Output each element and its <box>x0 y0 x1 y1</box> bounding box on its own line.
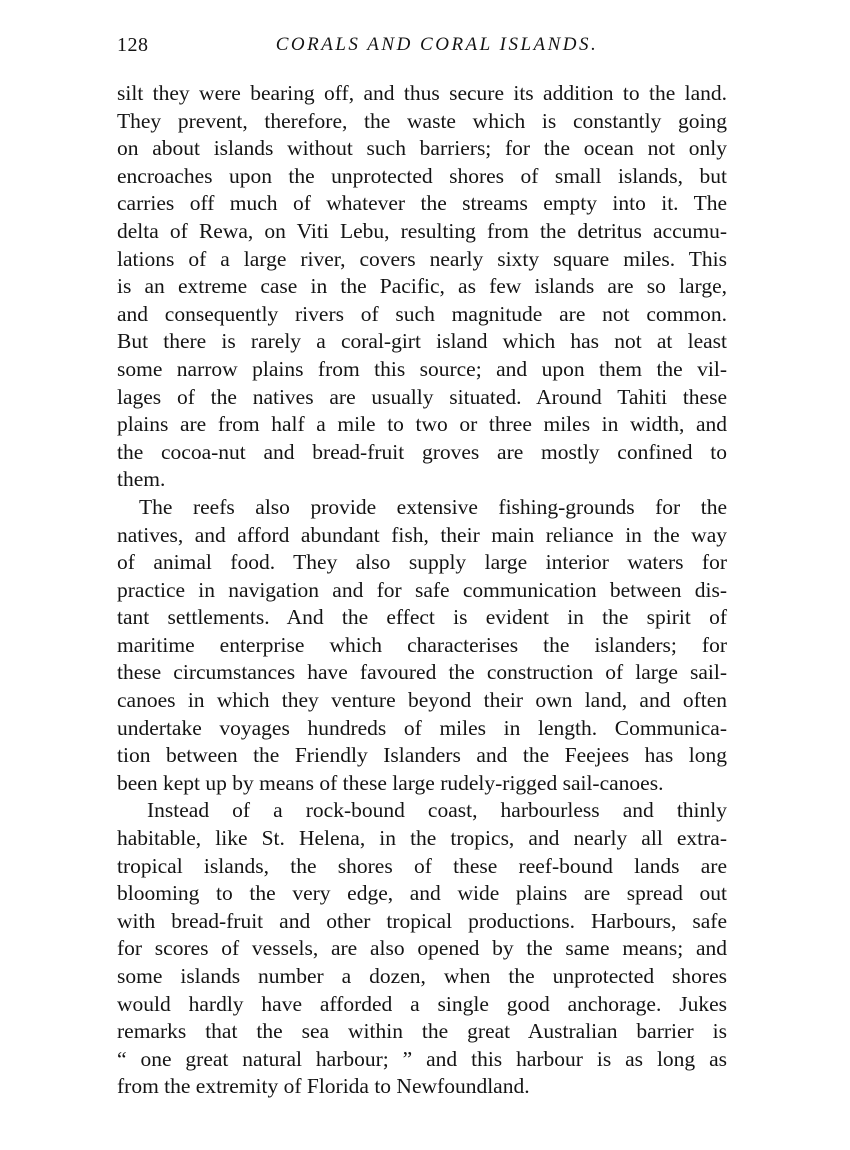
text-line: They prevent, therefore, the waste which is constantly going <box>117 108 727 133</box>
text-line: delta of Rewa, on Viti Lebu, resulting from the detritus accumu- <box>117 218 727 243</box>
text-line: Instead of a rock-bound coast, harbourless and thinly <box>147 798 727 823</box>
paragraph <box>117 797 727 1101</box>
text-line: would hardly have afforded a single good anchorage. Jukes <box>117 991 727 1016</box>
text-line: on about islands without such barriers; for the ocean not only <box>117 136 727 161</box>
text-line: of animal food. They also supply large interior waters for <box>117 550 727 575</box>
text-line: habitable, like St. Helena, in the tropics, and nearly all extra- <box>117 826 727 851</box>
text-line: for scores of vessels, are also opened by the same means; and <box>117 936 727 961</box>
text-line: carries off much of whatever the streams empty into it. The <box>117 191 727 216</box>
text-line: been kept up by means of these large rudely-rigged sail-canoes. <box>117 770 664 795</box>
text-line: practice in navigation and for safe communication between dis- <box>117 577 727 602</box>
paragraph <box>117 80 727 494</box>
text-line: tropical islands, the shores of these reef-bound lands are <box>117 853 727 878</box>
text-line: tant settlements. And the effect is evident in the spirit of <box>117 605 727 630</box>
text-line: But there is rarely a coral-girt island which has not at least <box>117 329 727 354</box>
text-line: with bread-fruit and other tropical productions. Harbours, safe <box>117 908 727 933</box>
text-line: the cocoa-nut and bread-fruit groves are mostly confined to <box>117 439 727 464</box>
text-line: maritime enterprise which characterises the islanders; for <box>117 632 727 657</box>
text-line: from the extremity of Florida to Newfoundland. <box>117 1074 530 1099</box>
text-line: remarks that the sea within the great Australian barrier is <box>117 1019 727 1044</box>
body-text <box>117 80 727 1101</box>
text-line: The reefs also provide extensive fishing-grounds for the <box>139 494 727 519</box>
paragraph <box>117 494 727 798</box>
text-line: blooming to the very edge, and wide plains are spread out <box>117 881 727 906</box>
text-line: tion between the Friendly Islanders and the Feejees has long <box>117 743 727 768</box>
running-head <box>117 34 727 62</box>
text-line: undertake voyages hundreds of miles in length. Communica- <box>117 715 727 740</box>
text-line: some islands number a dozen, when the unprotected shores <box>117 964 727 988</box>
page-number: 128 <box>117 34 149 56</box>
text-line: encroaches upon the unprotected shores of small islands, but <box>117 163 727 188</box>
text-line: is an extreme case in the Pacific, as few islands are so large, <box>117 274 727 299</box>
text-line: these circumstances have favoured the construction of large sail- <box>117 660 727 685</box>
text-line: canoes in which they venture beyond their own land, and often <box>117 688 727 713</box>
text-line: natives, and afford abundant fish, their main reliance in the way <box>117 522 727 547</box>
text-line: plains are from half a mile to two or three miles in width, and <box>117 412 727 437</box>
text-line: lages of the natives are usually situated. Around Tahiti these <box>117 384 727 409</box>
text-line: them. <box>117 467 166 492</box>
text-line: and consequently rivers of such magnitude are not common. <box>117 301 727 326</box>
running-title: CORALS AND CORAL ISLANDS. <box>275 34 599 55</box>
text-line: lations of a large river, covers nearly sixty square miles. This <box>117 246 727 271</box>
text-line: silt they were bearing off, and thus secure its addition to the land. <box>117 81 727 105</box>
text-line: some narrow plains from this source; and upon them the vil- <box>117 356 727 381</box>
text-line: “ one great natural harbour; ” and this harbour is as long as <box>117 1046 727 1071</box>
